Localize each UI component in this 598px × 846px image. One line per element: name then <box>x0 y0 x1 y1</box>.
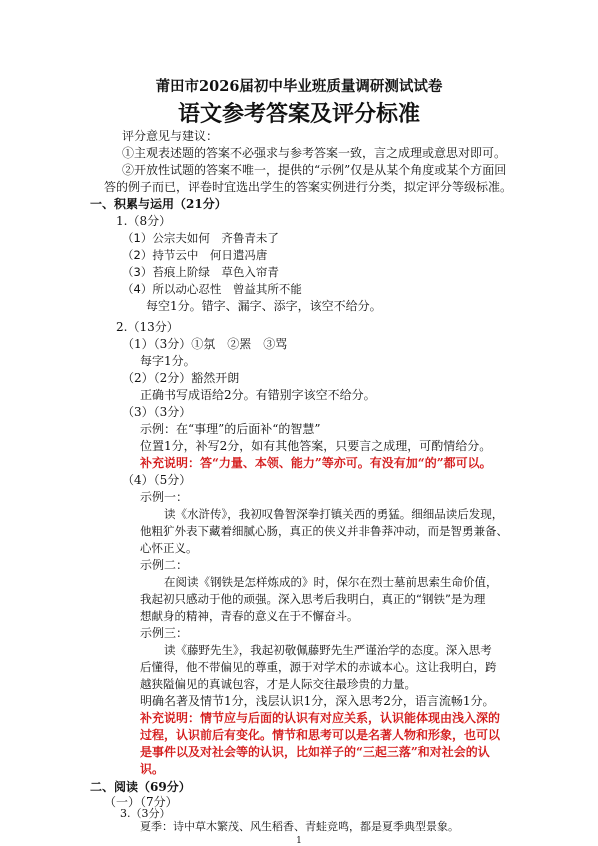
q1-answer-3: （3）苔痕上阶绿 草色入帘青 <box>122 265 279 279</box>
grading-note-2-line1: ②开放性试题的答案不唯一，提供的“示例”仅是从某个角度或某个方面回 <box>122 163 507 177</box>
q2-sub2: （2）（2分）豁然开朗 <box>122 371 240 385</box>
q2-sub2-note: 正确书写成语给2分。有错别字该空不给分。 <box>140 388 376 402</box>
example-3-label: 示例三： <box>140 626 189 640</box>
grading-note-1: ①主观表述题的答案不必强求与参考答案一致，言之成理或意思对即可。 <box>122 146 507 160</box>
q1-scoring-note: 每空1分。错字、漏字、添字，该空不给分。 <box>146 299 382 313</box>
q2-sub4-score: 明确名著及情节1分，浅层认识1分，深入思考2分，语言流畅1分。 <box>140 694 495 708</box>
example-2-line1: 在阅读《钢铁是怎样炼成的》时，保尔在烈士墓前思索生命价值， <box>164 575 498 589</box>
q1-answer-2: （2）持节云中 何日遣冯唐 <box>122 248 268 262</box>
q2-sub4: （4）（5分） <box>122 473 192 487</box>
q2-sub3: （3）（3分） <box>122 405 192 419</box>
q2-sub4-supplement-line3: 是事件以及对社会等的认识，比如祥子的“三起三落”和对社会的认 <box>140 745 490 759</box>
q2-sub3-example: 示例：在“事理”的后面补“的智慧” <box>140 422 321 436</box>
grading-notes-heading: 评分意见与建议： <box>122 129 219 143</box>
example-1-line2: 他粗犷外表下藏着细腻心肠，真正的侠义并非鲁莽冲动，而是智勇兼备、 <box>140 524 508 538</box>
example-2-line2: 我起初只感动于他的顽强。深入思考后我明白，真正的“钢铁”是为理 <box>140 592 486 606</box>
grading-note-2-line2: 答的例子而已，评卷时宜选出学生的答案实例进行分类，拟定评分等级标准。 <box>104 180 513 194</box>
q2-sub3-score: 位置1分，补写2分，如有其他答案，只要言之成理，可酌情给分。 <box>140 439 492 453</box>
q2-sub1-note: 每字1分。 <box>140 354 196 368</box>
example-2-label: 示例二： <box>140 558 189 572</box>
example-1-label: 示例一： <box>140 490 189 504</box>
exam-title: 莆田市2026届初中毕业班质量调研测试试卷 <box>155 78 443 95</box>
example-1-line3: 心怀正义。 <box>140 541 198 555</box>
example-3-line1: 读《藤野先生》，我起初敬佩藤野先生严谨治学的态度。深入思考 <box>164 643 492 657</box>
page-number: 1 <box>296 836 302 846</box>
q1-answer-1: （1）公宗夫如何 齐鲁青未了 <box>122 231 279 245</box>
reading-part-1: （一）（7分） <box>104 795 178 809</box>
q2-sub1: （1）（3分）①氛 ②罴 ③骂 <box>122 337 288 351</box>
section-2-heading: 二、阅读（69分） <box>90 780 191 794</box>
q1-answer-4: （4）所以动心忍性 曾益其所不能 <box>122 282 302 296</box>
q2-sub3-supplement: 补充说明：答“力量、本领、能力”等亦可。有没有加“的”都可以。 <box>140 456 492 470</box>
q2-label: 2.（13分） <box>116 320 179 334</box>
document-title: 语文参考答案及评分标准 <box>177 101 420 127</box>
q3-answer: 夏季：诗中草木繁茂、风生稻香、青蛙竞鸣，都是夏季典型景象。 <box>140 820 459 833</box>
q1-label: 1.（8分） <box>116 214 172 228</box>
example-1-line1: 读《水浒传》，我初叹鲁智深拳打镇关西的勇猛。细细品读后发现， <box>164 507 504 521</box>
example-3-line3: 越狭隘偏见的真诚包容，才是人际交往最珍贵的力量。 <box>140 677 416 691</box>
q2-sub4-supplement-line4: 识。 <box>140 762 165 776</box>
q2-sub4-supplement-line2: 过程，认识前后有变化。情节和思考可以是名著人物和形象，也可以 <box>140 728 501 742</box>
section-1-heading: 一、积累与运用（21分） <box>90 197 227 211</box>
example-3-line2: 后懂得，他不带偏见的尊重，源于对学术的赤诚本心。这让我明白，跨 <box>140 660 497 674</box>
q3-label: 3.（3分） <box>120 807 171 820</box>
example-2-line3: 想献身的精神，青春的意义在于不懈奋斗。 <box>140 609 359 623</box>
q2-sub4-supplement-line1: 补充说明：情节应与后面的认识有对应关系，认识能体现由浅入深的 <box>140 711 501 725</box>
